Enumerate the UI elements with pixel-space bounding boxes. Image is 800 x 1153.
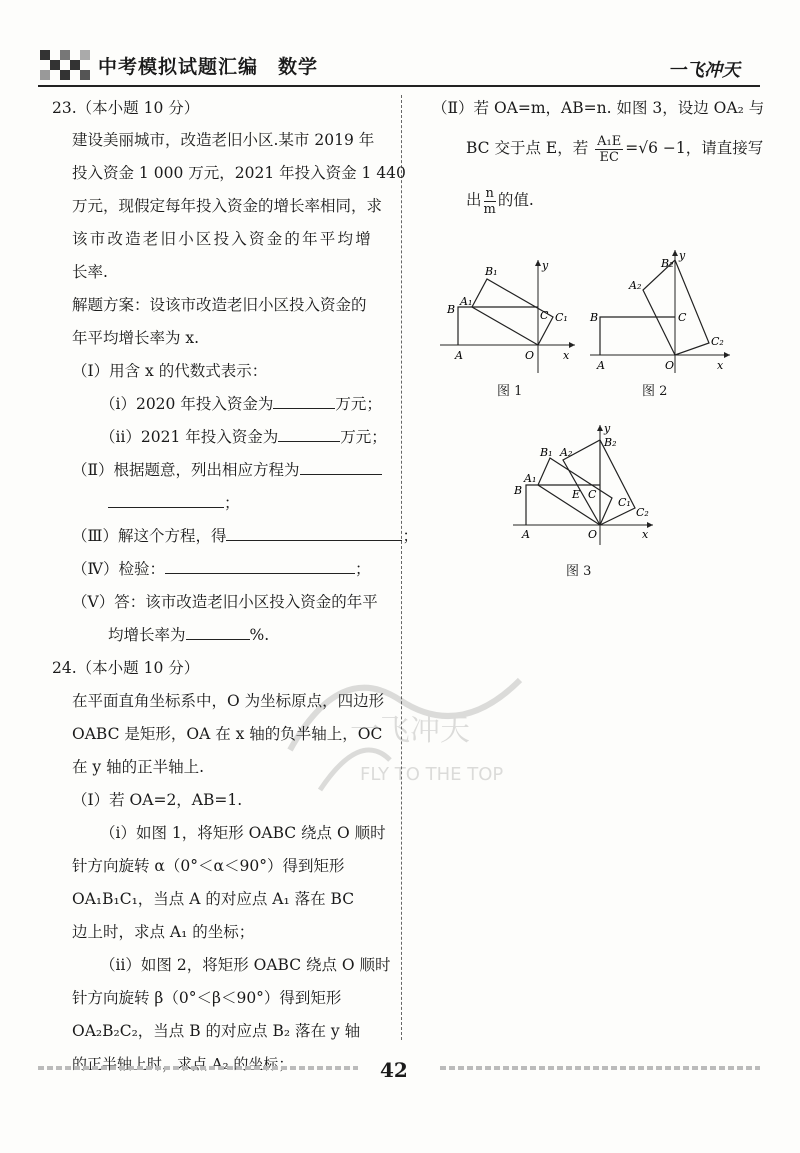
answer-blank[interactable] [165, 555, 355, 574]
q23-part-1-ii-unit: 万元； [340, 428, 387, 446]
q24-part-2-line-3-b: 的值. [497, 191, 534, 209]
fig2-label-a2: A₂ [629, 279, 642, 292]
q23-part-5-cont [108, 619, 269, 652]
q23-part-3-text: （Ⅲ）解这个方程，得 [72, 527, 227, 545]
q24-part-2-line-1: （Ⅱ）若 OA=m，AB=n. 如图 3，设边 OA₂ 与 [432, 99, 765, 117]
fig2-label-y: y [679, 249, 686, 262]
q24-line-12: 的正半轴上时，求点 A₂ 的坐标； [72, 1055, 294, 1073]
fig3-label-a: A [522, 528, 530, 541]
q24-line-1: 在平面直角坐标系中，O 为坐标原点，四边形 [72, 692, 385, 710]
q23-part-1-i-text: （ⅰ）2020 年投入资金为 [100, 395, 274, 413]
q23-part-4 [72, 553, 371, 586]
fig3-label-b: B [514, 484, 523, 497]
fig3-caption: 图 3 [566, 564, 592, 579]
fig2-label-b: B [590, 311, 599, 324]
fig2-label-o: O [665, 359, 675, 372]
q24-line-8: 边上时，求点 A₁ 的坐标； [72, 923, 255, 941]
q23-part-1-i-unit: 万元； [335, 395, 382, 413]
header-logo-pattern [40, 50, 96, 82]
fig1-label-a: A [455, 349, 463, 362]
q23-line-7: 年平均增长率为 x. [72, 329, 200, 347]
q24-line-7: OA₁B₁C₁，当点 A 的对应点 A₁ 落在 BC [72, 890, 355, 908]
fraction-a1e-over-ec [595, 134, 623, 165]
q23-part-5-text: 均增长率为 [108, 626, 186, 644]
fraction-denominator: EC [599, 149, 619, 165]
q23-part-2-end: ； [224, 494, 240, 512]
q23-part-2-cont [108, 487, 240, 520]
fig3-label-a2: A₂ [560, 446, 573, 459]
q23-line-5: 长率. [72, 263, 108, 281]
fig1-label-b1: B₁ [485, 265, 498, 278]
q23-part-1-ii [100, 421, 387, 454]
fig1-label-x: x [563, 349, 570, 362]
q24-line-2: OABC 是矩形，OA 在 x 轴的负半轴上，OC [72, 725, 383, 743]
q24-part-2-line-2 [466, 132, 763, 165]
fig2-label-b2: B₂ [661, 257, 674, 270]
header-brand: 一飞冲天 [668, 60, 740, 81]
fig3-label-y: y [604, 422, 611, 435]
q23-line-3: 万元，现假定每年投入资金的增长率相同，求 [72, 197, 383, 215]
q23-part-5: （Ⅴ）答：该市改造老旧小区投入资金的年平 [72, 593, 378, 611]
fig1-label-y: y [542, 259, 549, 272]
header-rule [38, 85, 760, 87]
q23-line-1: 建设美丽城市，改造老旧小区.某市 2019 年 [72, 131, 375, 149]
q24-line-9: （ⅱ）如图 2，将矩形 OABC 绕点 O 顺时 [100, 956, 391, 974]
header-title: 中考模拟试题汇编 数学 [98, 56, 319, 78]
q24-line-6: 针方向旋转 α（0°＜α＜90°）得到矩形 [72, 857, 345, 875]
answer-blank[interactable] [273, 390, 335, 409]
fig2-label-x: x [717, 359, 724, 372]
answer-blank[interactable] [186, 621, 250, 640]
fig3-label-o: O [588, 528, 598, 541]
q24-line-3: 在 y 轴的正半轴上. [72, 758, 205, 776]
fig3-label-b2: B₂ [604, 436, 617, 449]
figure-2 [585, 245, 735, 375]
fig1-label-a1: A₁ [460, 295, 473, 308]
watermark-sub: FLY TO THE TOP [360, 764, 504, 785]
fig3-label-c1: C₁ [618, 496, 631, 509]
q23-part-4-end: ； [355, 560, 371, 578]
fig3-label-a1: A₁ [524, 472, 537, 485]
q24-heading: 24.（本小题 10 分） [52, 659, 200, 677]
fraction-n-over-m [484, 186, 496, 217]
fig2-label-c2: C₂ [711, 335, 724, 348]
column-divider [401, 95, 402, 1040]
q24-line-11: OA₂B₂C₂，当点 B 的对应点 B₂ 落在 y 轴 [72, 1022, 361, 1040]
fig1-label-c: C [540, 309, 549, 322]
q23-line-4: 该市改造老旧小区投入资金的年平均增 [72, 230, 373, 248]
q23-part-2-text: （Ⅱ）根据题意，列出相应方程为 [72, 461, 300, 479]
q23-line-2: 投入资金 1 000 万元，2021 年投入资金 1 440 [72, 164, 406, 182]
fraction-denominator: m [483, 201, 496, 217]
q23-part-5-unit: %. [249, 626, 270, 644]
q24-line-4: （Ⅰ）若 OA=2，AB=1. [72, 791, 243, 809]
fig3-label-e: E [572, 488, 581, 501]
fraction-numerator: n [485, 185, 494, 201]
fig3-label-b1: B₁ [540, 446, 553, 459]
fig2-label-c: C [678, 311, 687, 324]
q24-part-2-line-3-a: 出 [466, 191, 482, 209]
fig2-label-a: A [597, 359, 605, 372]
q24-part-2-line-2-a: BC 交于点 E，若 [466, 139, 589, 157]
fig1-label-c1: C₁ [555, 311, 568, 324]
figure-1 [435, 255, 580, 375]
q23-part-3-end: ； [402, 527, 418, 545]
fig1-label-o: O [525, 349, 535, 362]
page-number: 42 [380, 1058, 408, 1082]
q23-part-1-ii-text: （ⅱ）2021 年投入资金为 [100, 428, 279, 446]
answer-blank[interactable] [108, 489, 224, 508]
q23-part-3 [72, 520, 418, 553]
figure-3 [508, 420, 658, 550]
q23-part-1-i [100, 388, 382, 421]
q23-line-6: 解题方案：设该市改造老旧小区投入资金的 [72, 296, 367, 314]
fig1-label-b: B [447, 303, 456, 316]
fig3-label-x: x [642, 528, 649, 541]
watermark-text: 一飞冲天 [350, 713, 470, 748]
q24-line-10: 针方向旋转 β（0°＜β＜90°）得到矩形 [72, 989, 342, 1007]
fig3-label-c2: C₂ [636, 506, 649, 519]
q23-part-4-text: （Ⅳ）检验： [72, 560, 165, 578]
answer-blank[interactable] [226, 522, 402, 541]
q23-part-2 [72, 454, 382, 487]
fig1-caption: 图 1 [497, 384, 523, 399]
answer-blank[interactable] [278, 423, 340, 442]
q24-part-2-line-2-b: =√6 −1，请直接写 [625, 139, 764, 157]
q23-part-1: （Ⅰ）用含 x 的代数式表示： [72, 362, 268, 380]
q24-line-5: （ⅰ）如图 1，将矩形 OABC 绕点 O 顺时 [100, 824, 386, 842]
q24-part-2-line-3 [466, 184, 534, 217]
fraction-numerator: A₁E [597, 133, 622, 149]
fig3-label-c: C [588, 488, 597, 501]
answer-blank[interactable] [300, 456, 382, 475]
fig2-caption: 图 2 [642, 384, 668, 399]
q23-heading: 23.（本小题 10 分） [52, 99, 200, 117]
